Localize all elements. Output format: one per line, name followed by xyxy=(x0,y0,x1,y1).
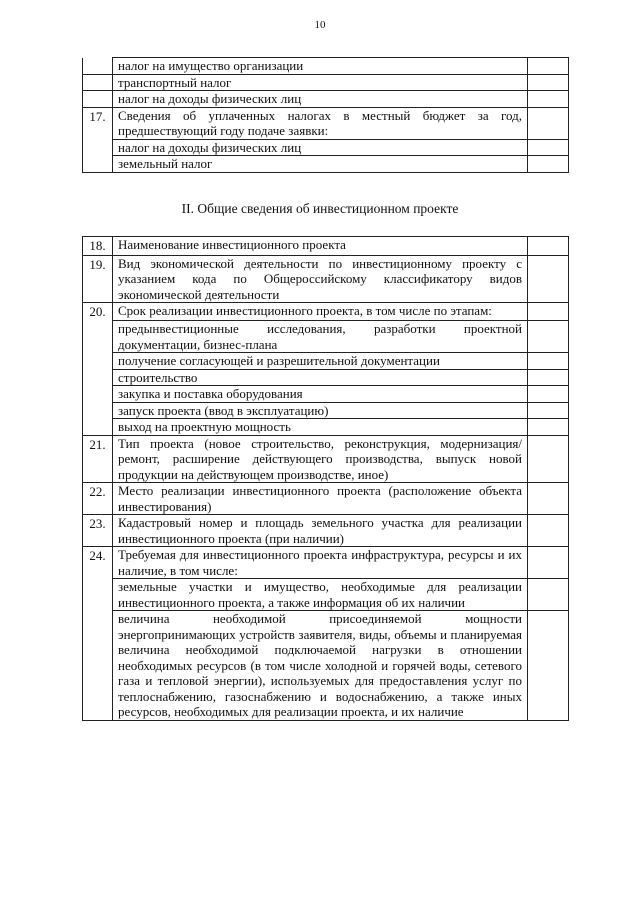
row-label: Сведения об уплаченных налогах в местный бюджет за год, предшествующий году подаче заявки: xyxy=(113,107,528,139)
table-row xyxy=(83,74,569,91)
table-row xyxy=(83,483,569,515)
row-number xyxy=(83,611,113,721)
row-label: закупка и поставка оборудования xyxy=(113,386,528,403)
row-number: 19. xyxy=(83,255,113,303)
row-number xyxy=(83,91,113,108)
table-row xyxy=(83,237,569,256)
table-row xyxy=(83,91,569,108)
row-number xyxy=(83,139,113,156)
table-row xyxy=(83,321,569,353)
row-label: налог на доходы физических лиц xyxy=(113,139,528,156)
table-row xyxy=(83,107,569,139)
row-label: налог на доходы физических лиц xyxy=(113,91,528,108)
table-row xyxy=(83,579,569,611)
row-label: Кадастровый номер и площадь земельного участка для реализации инвестиционного проекта (при наличии) xyxy=(113,515,528,547)
row-label: Место реализации инвестиционного проекта (расположение объекта инвестирования) xyxy=(113,483,528,515)
row-number xyxy=(83,369,113,386)
row-label: Срок реализации инвестиционного проекта, в том числе по этапам: xyxy=(113,303,528,321)
table-row xyxy=(83,255,569,303)
table-row xyxy=(83,547,569,579)
value-cell xyxy=(528,74,569,91)
tax-table-continued xyxy=(82,57,569,173)
row-number: 17. xyxy=(83,107,113,139)
value-cell xyxy=(528,303,569,321)
value-cell xyxy=(528,369,569,386)
value-cell xyxy=(528,156,569,173)
table-row xyxy=(83,139,569,156)
row-label: Требуемая для инвестиционного проекта инфраструктура, ресурсы и их наличие, в том числе: xyxy=(113,547,528,579)
row-label: величина необходимой присоединяемой мощности энергопринимающих устройств заявителя, виды, объемы и планируемая величина необходимой подключаемой нагрузки в отношении необходимых ресурсов (в том числе холодной и горячей воды, сетевого газа и тепловой энергии), используемых для предоставления услуг по теплоснабжению, газоснабжению и водоснабжению, а также иных ресурсов, необходимых для реализации проекта, и их наличие xyxy=(113,611,528,721)
row-label: предынвестиционные исследования, разработки проектной документации, бизнес-плана xyxy=(113,321,528,353)
row-number xyxy=(83,419,113,436)
row-label: строительство xyxy=(113,369,528,386)
row-label: Вид экономической деятельности по инвестиционному проекту с указанием кода по Общероссийскому классификатору видов экономической деятельности xyxy=(113,255,528,303)
row-number: 21. xyxy=(83,435,113,483)
value-cell xyxy=(528,107,569,139)
value-cell xyxy=(528,255,569,303)
section-title: II. Общие сведения об инвестиционном проекте xyxy=(181,201,459,216)
table-row xyxy=(83,402,569,419)
row-label: запуск проекта (ввод в эксплуатацию) xyxy=(113,402,528,419)
value-cell xyxy=(528,435,569,483)
value-cell xyxy=(528,91,569,108)
value-cell xyxy=(528,402,569,419)
row-label: Наименование инвестиционного проекта xyxy=(113,237,528,256)
value-cell xyxy=(528,515,569,547)
table-row xyxy=(83,369,569,386)
value-cell xyxy=(528,321,569,353)
row-label: получение согласующей и разрешительной документации xyxy=(113,353,528,370)
row-number xyxy=(83,58,113,75)
table-row xyxy=(83,515,569,547)
table-row xyxy=(83,386,569,403)
table-row xyxy=(83,611,569,721)
value-cell xyxy=(528,237,569,256)
value-cell xyxy=(528,483,569,515)
table-row xyxy=(83,303,569,321)
row-number: 23. xyxy=(83,515,113,547)
value-cell xyxy=(528,58,569,75)
row-number xyxy=(83,74,113,91)
table-row xyxy=(83,58,569,75)
row-number: 18. xyxy=(83,237,113,256)
row-number xyxy=(83,156,113,173)
value-cell xyxy=(528,579,569,611)
row-number: 24. xyxy=(83,547,113,579)
row-number xyxy=(83,402,113,419)
table-row xyxy=(83,419,569,436)
row-number xyxy=(83,321,113,353)
row-number: 20. xyxy=(83,303,113,321)
row-label: Тип проекта (новое строительство, реконструкция, модернизация/ремонт, расширение действующего производства, выпуск новой продукции на действующем производстве, иное) xyxy=(113,435,528,483)
table-row xyxy=(83,435,569,483)
row-label: налог на имущество организации xyxy=(113,58,528,75)
row-number xyxy=(83,579,113,611)
row-label: транспортный налог xyxy=(113,74,528,91)
row-label: земельные участки и имущество, необходимые для реализации инвестиционного проекта, а также информация об их наличии xyxy=(113,579,528,611)
row-number xyxy=(83,353,113,370)
page-number: 10 xyxy=(314,19,326,31)
row-label: выход на проектную мощность xyxy=(113,419,528,436)
value-cell xyxy=(528,353,569,370)
project-info-table xyxy=(82,236,569,721)
table-row xyxy=(83,353,569,370)
row-label: земельный налог xyxy=(113,156,528,173)
value-cell xyxy=(528,547,569,579)
value-cell xyxy=(528,139,569,156)
table-row xyxy=(83,156,569,173)
row-number: 22. xyxy=(83,483,113,515)
value-cell xyxy=(528,419,569,436)
value-cell xyxy=(528,386,569,403)
value-cell xyxy=(528,611,569,721)
row-number xyxy=(83,386,113,403)
